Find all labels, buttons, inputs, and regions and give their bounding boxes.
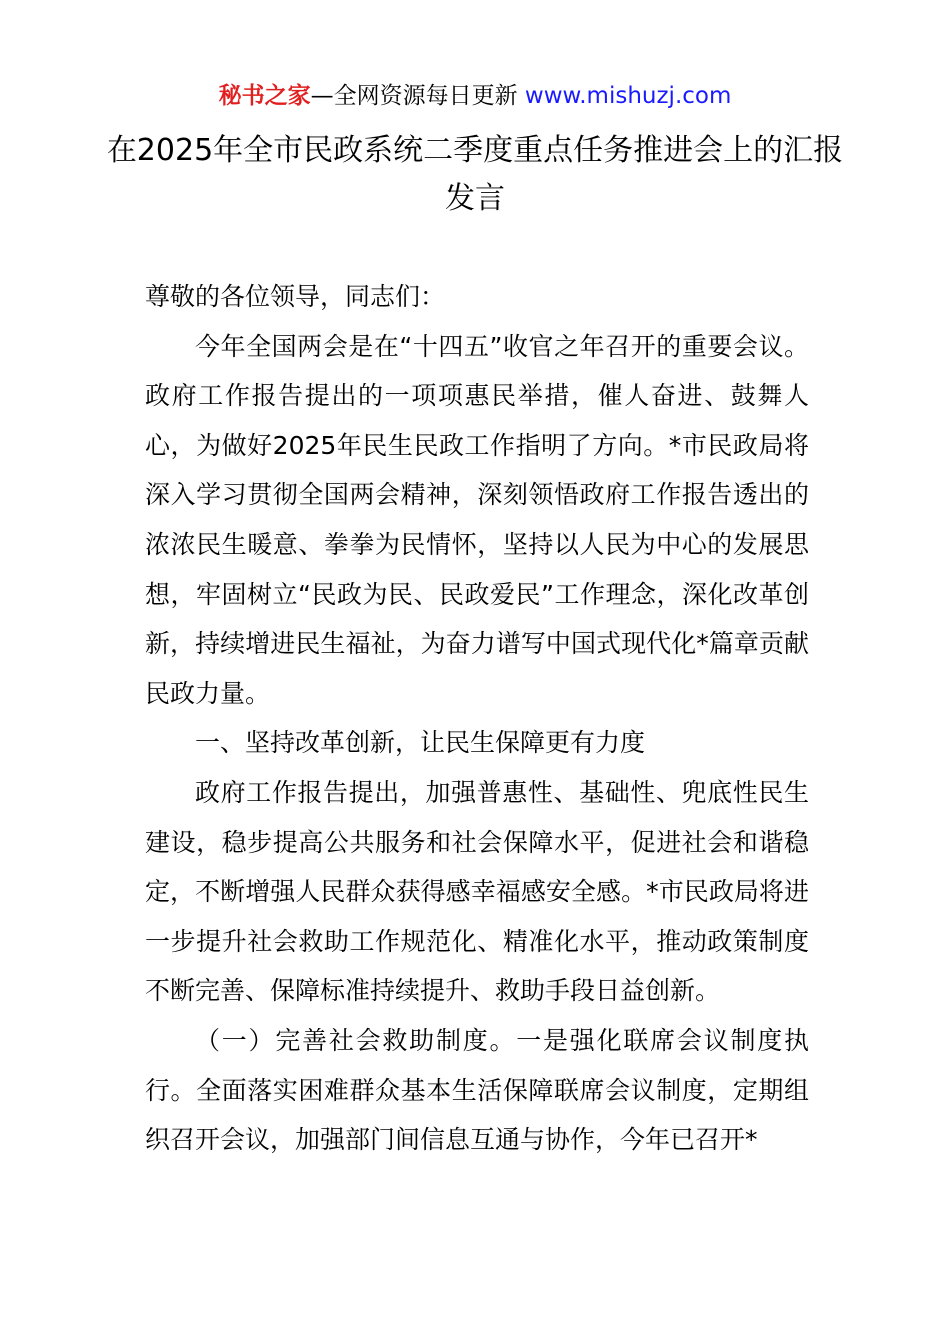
document-title: 在2025年全市民政系统二季度重点任务推进会上的汇报发言 [106,133,844,216]
document-body [145,272,809,1165]
salutation: 尊敬的各位领导，同志们： [145,282,446,311]
site-url-link[interactable]: www.mishuzj.com [524,83,732,109]
paragraph-intro: 今年全国两会是在“十四五”收官之年召开的重要会议。政府工作报告提出的一项项惠民举措，催人奋进、鼓舞人心，为做好2025年民生民政工作指明了方向。*市民政局将深入学习贯彻全国两会精神，深刻领悟政府工作报告透出的浓浓民生暖意、拳拳为民情怀，坚持以人民为中心的发展思想，牢固树立“民政为民、民政爱民”工作理念，深化改革创新，持续增进民生福祉，为奋力谱写中国式现代化*篇章贡献民政力量。 [145,331,809,708]
site-banner [0,80,950,112]
banner-tagline: —全网资源每日更新 [310,83,525,109]
paragraph-section-1: 政府工作报告提出，加强普惠性、基础性、兜底性民生建设，稳步提高公共服务和社会保障水平，促进社会和谐稳定，不断增强人民群众获得感幸福感安全感。*市民政局将进一步提升社会救助工作规范化、精准化水平，推动政策制度不断完善、保障标准持续提升、救助手段日益创新。 [145,777,809,1006]
brand-name: 秘书之家 [218,83,311,109]
paragraph-subsection-1: （一）完善社会救助制度。一是强化联席会议制度执行。全面落实困难群众基本生活保障联席会议制度，定期组织召开会议，加强部门间信息互通与协作，今年已召开* [145,1025,809,1155]
section-heading-1: 一、坚持改革创新，让民生保障更有力度 [195,728,646,758]
